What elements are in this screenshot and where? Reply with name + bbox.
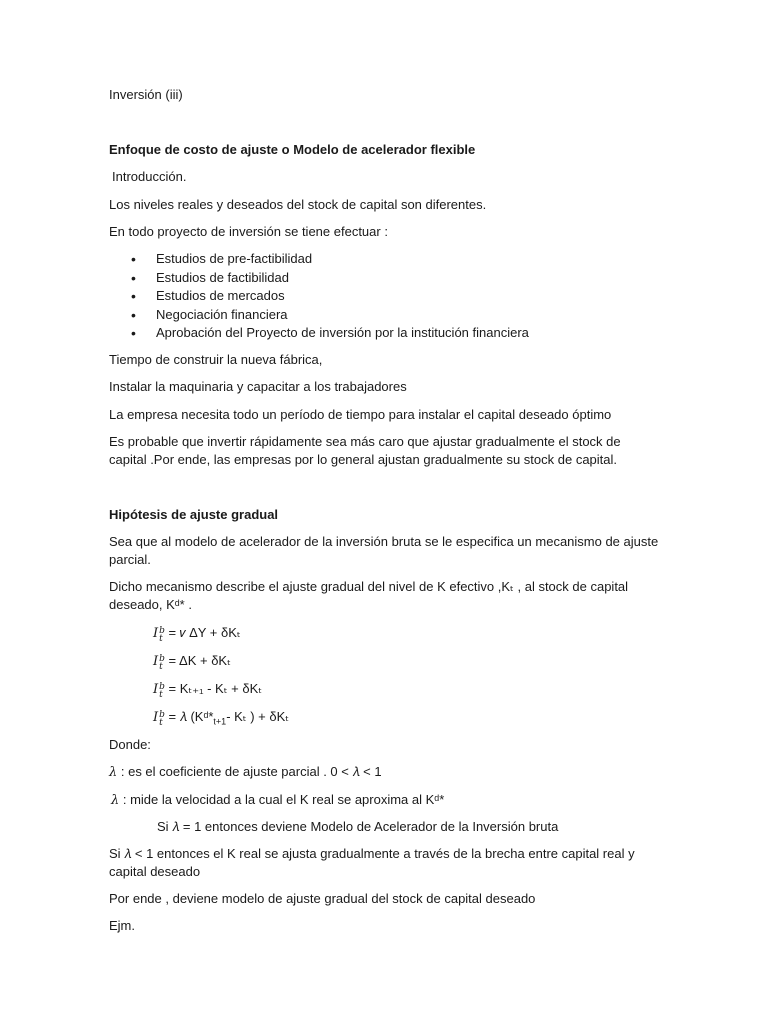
equation-3: I b t = Kₜ₊₁ - Kₜ + δKₜ bbox=[153, 681, 263, 700]
list-item: • Negociación financiera bbox=[131, 306, 288, 323]
bullet-icon: • bbox=[131, 251, 136, 267]
bullet-list bbox=[109, 250, 529, 343]
paragraph-line: Si 𝜆 < 1 entonces el K real se ajusta gradualmente a través de la brecha entre capital real y bbox=[109, 846, 635, 861]
paragraph-line: Es probable que invertir rápidamente sea más caro que ajustar gradualmente el stock de bbox=[109, 434, 621, 449]
list-item: • Aprobación del Proyecto de inversión por la institución financiera bbox=[131, 325, 529, 341]
definition-lambda-coefficient: 𝜆 : es el coeficiente de ajuste parcial . 0 < 𝜆 < 1 bbox=[109, 764, 382, 780]
paragraph-line: capital deseado bbox=[109, 864, 201, 879]
lambda-symbol: 𝜆 bbox=[111, 793, 120, 808]
intro-label: Introducción. bbox=[112, 169, 187, 184]
bullet-icon: • bbox=[131, 325, 136, 341]
equation-1: I b t = 𝜈 ΔY + δKₜ bbox=[153, 625, 241, 644]
paragraph-line: capital .Por ende, las empresas por lo general ajustan gradualmente su stock de capital. bbox=[109, 452, 618, 467]
paragraph: Por ende , deviene modelo de ajuste gradual del stock de capital deseado bbox=[109, 891, 536, 906]
section-heading-adjustment-cost: Enfoque de costo de ajuste o Modelo de acelerador flexible bbox=[109, 142, 476, 157]
paragraph-line: deseado, Kᵈ* . bbox=[109, 597, 192, 612]
paragraph: Ejm. bbox=[109, 918, 135, 933]
paragraph: Instalar la maquinaria y capacitar a los trabajadores bbox=[109, 379, 407, 394]
paragraph: La empresa necesita todo un período de tiempo para instalar el capital deseado óptimo bbox=[109, 407, 612, 422]
definition-lambda-speed: 𝜆 : mide la velocidad a la cual el K real se aproxima al Kᵈ* bbox=[111, 792, 445, 808]
list-item: • Estudios de pre-factibilidad bbox=[131, 251, 313, 267]
bullet-icon: • bbox=[131, 306, 136, 323]
section-heading-gradual-adjustment: Hipótesis de ajuste gradual bbox=[109, 507, 279, 522]
page-title: Inversión (iii) bbox=[109, 87, 183, 102]
equation-4: I b t = 𝜆 ($Kᵈ*_{t+1}-$ Kₜ ) + δKₜ bbox=[153, 709, 290, 728]
list-item: • Estudios de factibilidad bbox=[131, 269, 289, 286]
equation-2: I b t = ΔK + δKₜ bbox=[153, 653, 231, 672]
lambda-symbol: 𝜆 bbox=[109, 765, 118, 780]
bullet-icon: • bbox=[131, 288, 136, 304]
bullet-icon: • bbox=[131, 269, 136, 286]
list-item: • Estudios de mercados bbox=[131, 288, 285, 304]
paragraph: Si 𝜆 = 1 entonces deviene Modelo de Acelerador de la Inversión bruta bbox=[157, 819, 559, 834]
paragraph-line: Dicho mecanismo describe el ajuste gradual del nivel de K efectivo ,Kₜ , al stock de capital bbox=[109, 579, 629, 594]
paragraph: Tiempo de construir la nueva fábrica, bbox=[109, 352, 323, 367]
paragraph: En todo proyecto de inversión se tiene efectuar : bbox=[109, 224, 388, 239]
paragraph: Los niveles reales y deseados del stock de capital son diferentes. bbox=[109, 197, 487, 212]
paragraph-line: Sea que al modelo de acelerador de la inversión bruta se le especifica un mecanismo de ajuste bbox=[109, 534, 659, 549]
donde-label: Donde: bbox=[109, 737, 151, 752]
paragraph-line: parcial. bbox=[109, 552, 151, 567]
